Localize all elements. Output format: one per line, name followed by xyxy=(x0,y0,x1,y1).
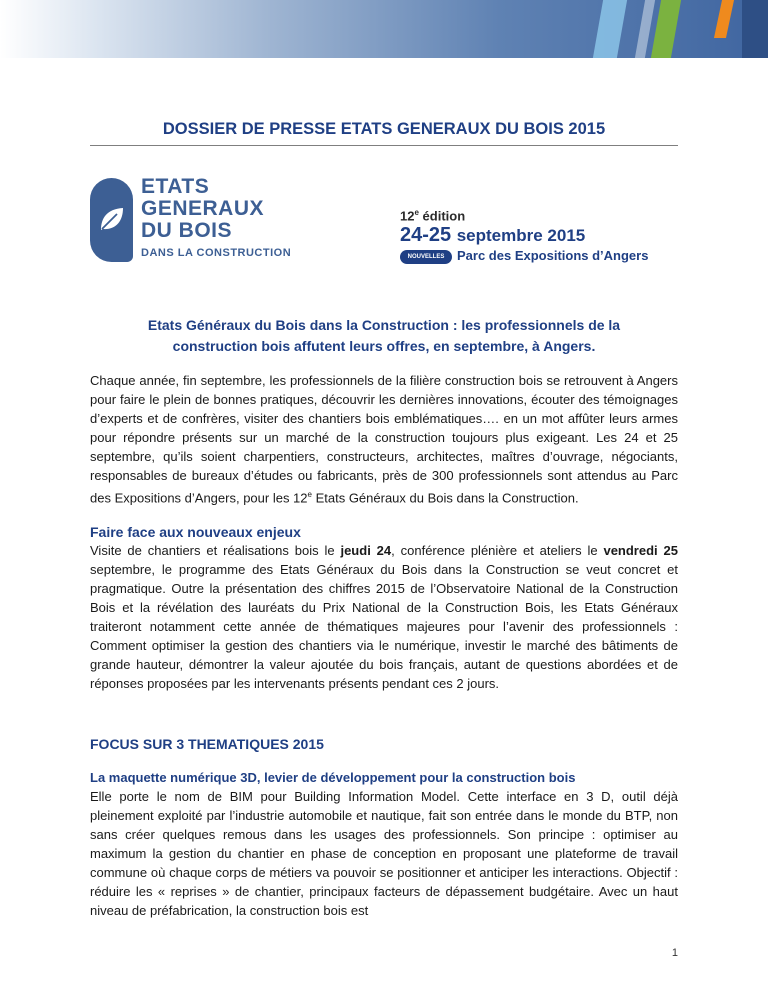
focus-subheading: La maquette numérique 3D, levier de développement pour la construction bois xyxy=(90,770,576,785)
press-headline: Etats Généraux du Bois dans la Construction : les professionnels de la construction bois affutent leurs offres, en septembre, à Angers. xyxy=(147,317,621,354)
banner-stripe-orange xyxy=(714,0,734,38)
logo-badge xyxy=(90,178,133,262)
event-info xyxy=(400,208,685,274)
event-dates: 24-25 septembre 2015 xyxy=(400,224,586,246)
leaf-icon xyxy=(97,204,127,234)
logo-subtitle: DANS LA CONSTRUCTION xyxy=(141,247,292,259)
logo-line-3: DU BOIS xyxy=(141,219,233,242)
banner-stripe-dark-blue xyxy=(742,0,768,58)
banner-stripe-green xyxy=(651,0,681,58)
enjeux-paragraph: Visite de chantiers et réalisations bois le jeudi 24, conférence plénière et ateliers le vendredi 25 septembre, le programme des Etats Généraux du Bois dans la Construction se veut concret et pragmatique. Outre la présentation des chiffres 2015 de l’Observatoire National de la Construction Bois et la révélation des lauréats du Prix National de la Construction Bois, les Etats Généraux traiteront notamment cette année de thématiques majeures pour l’avenir des professionnels : Comment optimiser la gestion des chantiers via le numérique, investir le marché des bâtiments de grande hauteur, démontrer la valeur ajoutée du bois français, autant de questions abordées et de réponses proposées par les intervenants présents pendant ces 2 jours. xyxy=(90,543,678,691)
event-venue: Parc des Expositions d’Angers xyxy=(457,248,649,263)
edition-label: 12e édition xyxy=(400,208,466,224)
header-banner xyxy=(0,0,768,58)
new-dates-badge: NOUVELLES DATES xyxy=(400,250,452,264)
intro-paragraph: Chaque année, fin septembre, les professionnels de la filière construction bois se retrouvent à Angers pour faire le plein de bonnes pratiques, découvrir les dernières innovations, écouter des témoignages d’experts et de confrères, visiter des chantiers bois emblématiques…. en un mot affûter leurs armes pour répondre présents sur un marché de la construction toujours plus exigeant. Les 24 et 25 septembre, qu’ils soient charpentiers, constructeurs, architectes, maîtres d’ouvrage, négociants, responsables de bureaux d’études ou fabricants, près de 300 professionnels sont attendus au Parc des Expositions d’Angers, pour les 12e Etats Généraux du Bois dans la Construction. xyxy=(90,373,678,506)
section-heading-focus: FOCUS SUR 3 THEMATIQUES 2015 xyxy=(90,736,324,752)
page-number: 1 xyxy=(671,947,678,959)
event-logo xyxy=(90,175,300,262)
logo-line-1: ETATS xyxy=(141,175,210,198)
title-divider xyxy=(90,145,678,146)
logo-line-2: GENERAUX xyxy=(141,197,265,220)
banner-stripe-light-blue xyxy=(593,0,627,58)
section-heading-enjeux: Faire face aux nouveaux enjeux xyxy=(90,524,301,540)
document-title: DOSSIER DE PRESSE ETATS GENERAUX DU BOIS 2015 xyxy=(162,120,606,138)
focus-paragraph: Elle porte le nom de BIM pour Building Information Model. Cette interface en 3 D, outil déjà pleinement exploité par l’industrie automobile et nautique, fait son entrée dans le monde du BTP, non sans créer quelques remous dans les usages des professionnels. Son principe : optimiser au maximum la gestion du chantier en phase de conception en proposant une plateforme de travail commune où chaque corps de métiers va pouvoir se positionner et anticiper les interactions. Objectif : réduire les « reprises » de chantier, principaux facteurs de dépassement budgétaire. Avec un haut niveau de préfabrication, la construction bois est xyxy=(90,789,678,918)
